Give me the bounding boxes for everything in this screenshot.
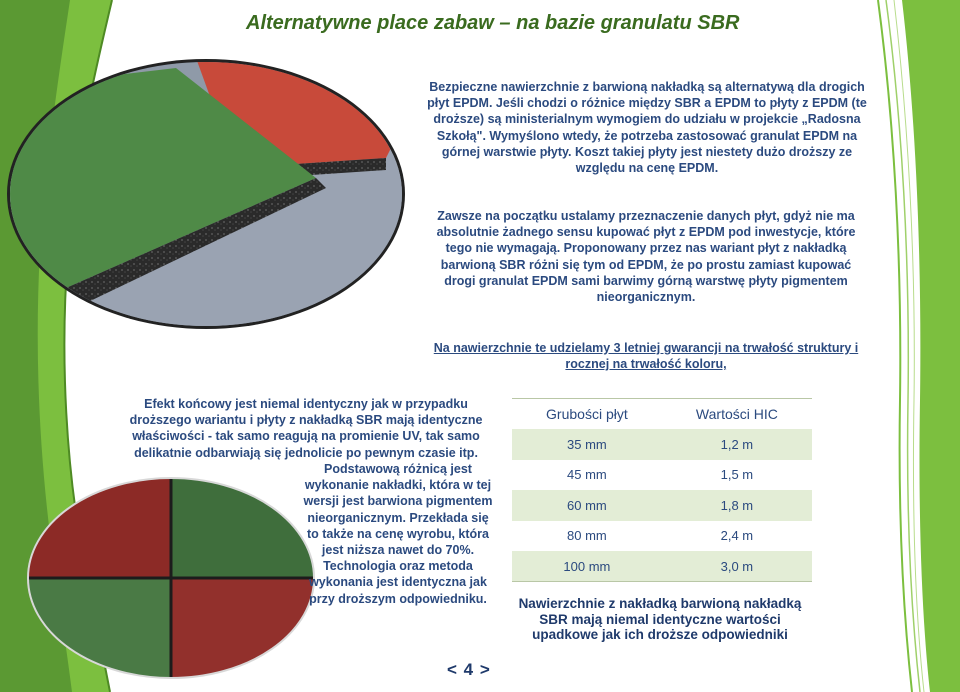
hic-cell: 1,8 m [662, 490, 812, 520]
table-header-row [512, 399, 812, 430]
thickness-column-header: Grubości płyt [512, 399, 662, 430]
table-row [512, 490, 812, 520]
page-number: < 4 > [447, 660, 491, 679]
colored-granulate-tiles-photo [26, 476, 316, 680]
thickness-cell: 80 mm [567, 528, 607, 544]
hic-cell: 3,0 m [662, 551, 812, 582]
thickness-cell: 100 mm [512, 551, 662, 582]
table-row [512, 429, 812, 459]
hic-cell: 2,4 m [720, 528, 754, 544]
page-title: Alternatywne place zabaw – na bazie granulatu SBR [246, 12, 740, 34]
rubber-tiles-photo [6, 58, 406, 330]
table-summary: Nawierzchnie z nakładką barwioną nakładką SBR mają niemal identyczne wartości upadkowe jak ich droższe odpowiedniki [518, 596, 802, 642]
table-row [512, 521, 812, 551]
warranty-note: Na nawierzchnie te udzielamy 3 letniej gwarancji na trwałość struktury i rocznej na trwałość koloru, [433, 341, 859, 372]
hic-cell: 1,2 m [662, 429, 812, 459]
table-row [512, 460, 812, 490]
hic-table [512, 398, 812, 582]
thickness-cell: 60 mm [512, 490, 662, 520]
intro-paragraph: Bezpieczne nawierzchnie z barwioną nakładką są alternatywą dla drogich płyt EPDM. Jeśli chodzi o różnice między SBR a EPDM to płyty z EPDM (te droższe) są ministerialnym wymogiem do udziału w projekcie „Radosna Szkołą". Wymyślono wtedy, że potrzeba zastosować granulat EPDM na górnej warstwie płyty. Koszt takiej płyty jest niestety dużo droższy ze względu na cenę EPDM. [427, 80, 867, 176]
hic-cell: 1,5 m [720, 467, 754, 483]
table-row [512, 551, 812, 582]
difference-paragraph: Podstawową różnicą jest wykonanie nakładki, która w tej wersji jest barwiona pigmentem nieorganicznym. Przekłada się to także na cenę wyrobu, która jest niższa nawet do 70%. Technologia oraz metoda wykonania jest identyczna jak przy droższym odpowiedniku. [303, 462, 493, 606]
hic-column-header: Wartości HIC [662, 399, 812, 430]
thickness-cell: 35 mm [512, 429, 662, 459]
effect-paragraph: Efekt końcowy jest niemal identyczny jak w przypadku droższego wariantu i płyty z nakładką SBR mają identyczne właściwości - tak samo reagują na promienie UV, tak samo delikatnie odbarwiają się jednolicie po pewnym czasie itp. [129, 397, 483, 460]
thickness-cell: 45 mm [567, 467, 607, 483]
purpose-paragraph: Zawsze na początku ustalamy przeznaczenie danych płyt, gdyż nie ma absolutnie żadnego sensu kupować płyt z EPDM pod inwestycje, które tego nie wymagają. Proponowany przez nas wariant płyt z nakładką barwioną SBR różni się tym od EPDM, że po prostu zamiast kupować drogi granulat EPDM sami barwimy górną warstwę płyty pigmentem nieorganicznym. [436, 209, 856, 305]
right-swoosh-decoration [872, 0, 960, 692]
